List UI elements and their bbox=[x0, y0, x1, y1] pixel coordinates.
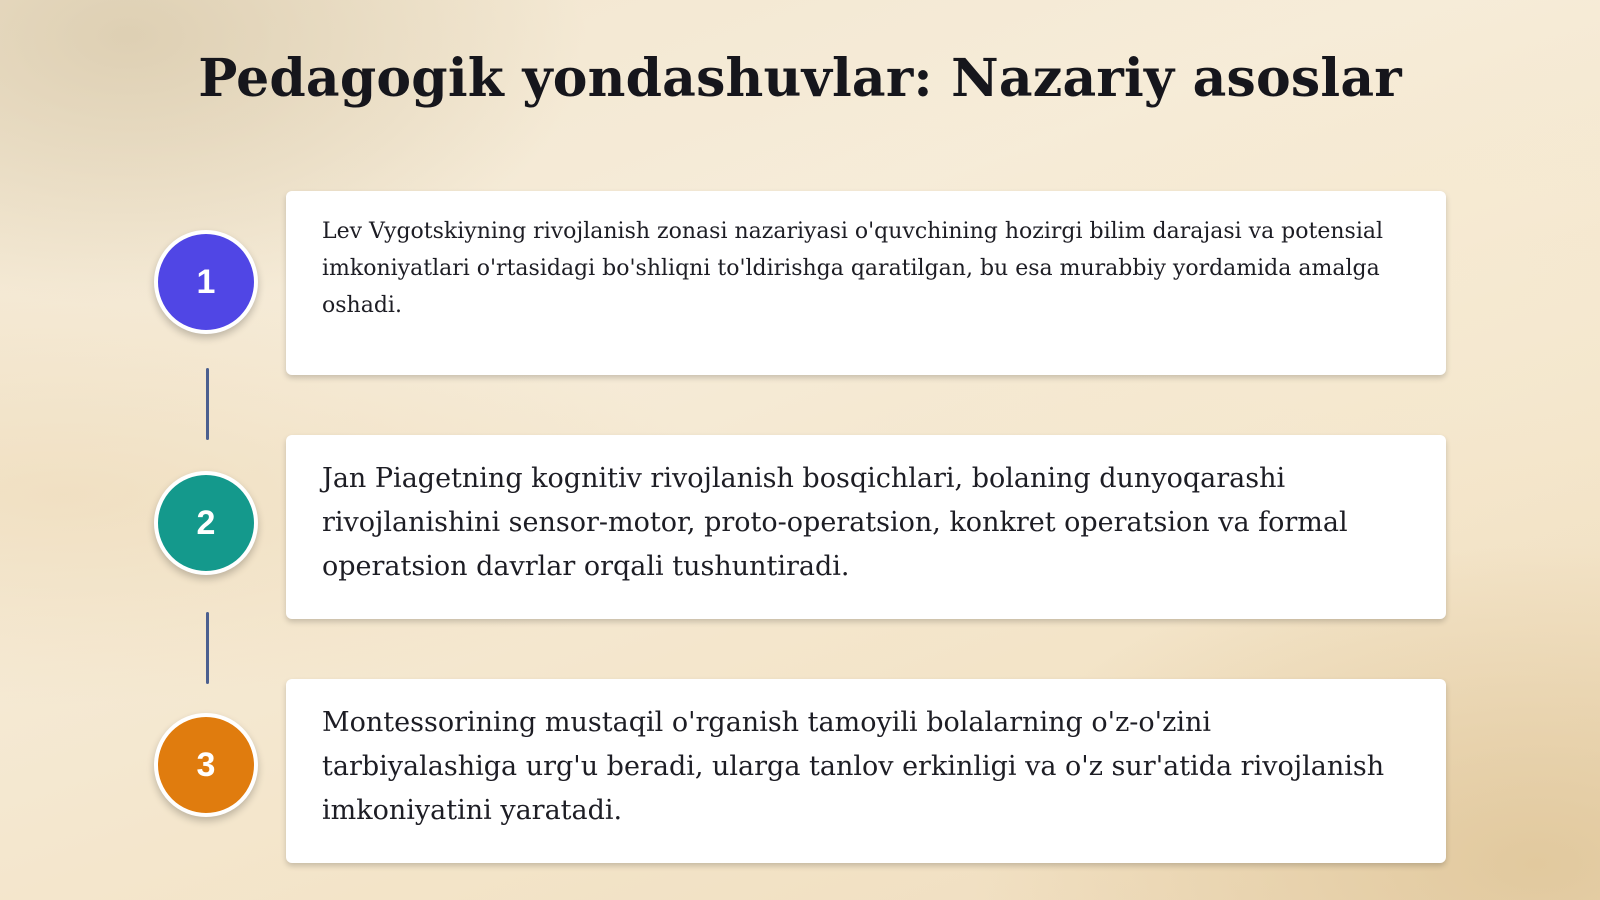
step-2-number-badge: 2 bbox=[154, 471, 258, 575]
step-1-number-badge: 1 bbox=[154, 230, 258, 334]
step-3-card bbox=[286, 679, 1446, 863]
step-3-text: Montessorining mustaqil o'rganish tamoyili bolalarning o'z-o'zini tarbiyalashiga urg'u beradi, ularga tanlov erkinligi va o'z sur'atida rivojlanish imkoniyatini yaratadi. bbox=[322, 707, 1385, 826]
timeline-connector-2 bbox=[206, 612, 209, 684]
timeline-connector-1 bbox=[206, 368, 209, 440]
step-1-card bbox=[286, 191, 1446, 375]
step-2-card bbox=[286, 435, 1446, 619]
slide-title: Pedagogik yondashuvlar: Nazariy asoslar bbox=[198, 48, 1402, 109]
step-1-text: Lev Vygotskiyning rivojlanish zonasi nazariyasi o'quvchining hozirgi bilim darajasi va potensial imkoniyatlari o'rtasidagi bo'shliqni to'ldirishga qaratilgan, bu esa murabbiy yordamida amalga oshadi. bbox=[322, 219, 1384, 318]
step-3-number-badge: 3 bbox=[154, 713, 258, 817]
step-2-text: Jan Piagetning kognitiv rivojlanish bosqichlari, bolaning dunyoqarashi rivojlanishini sensor-motor, proto-operatsion, konkret operatsion va formal operatsion davrlar orqali tushuntiradi. bbox=[322, 463, 1348, 582]
